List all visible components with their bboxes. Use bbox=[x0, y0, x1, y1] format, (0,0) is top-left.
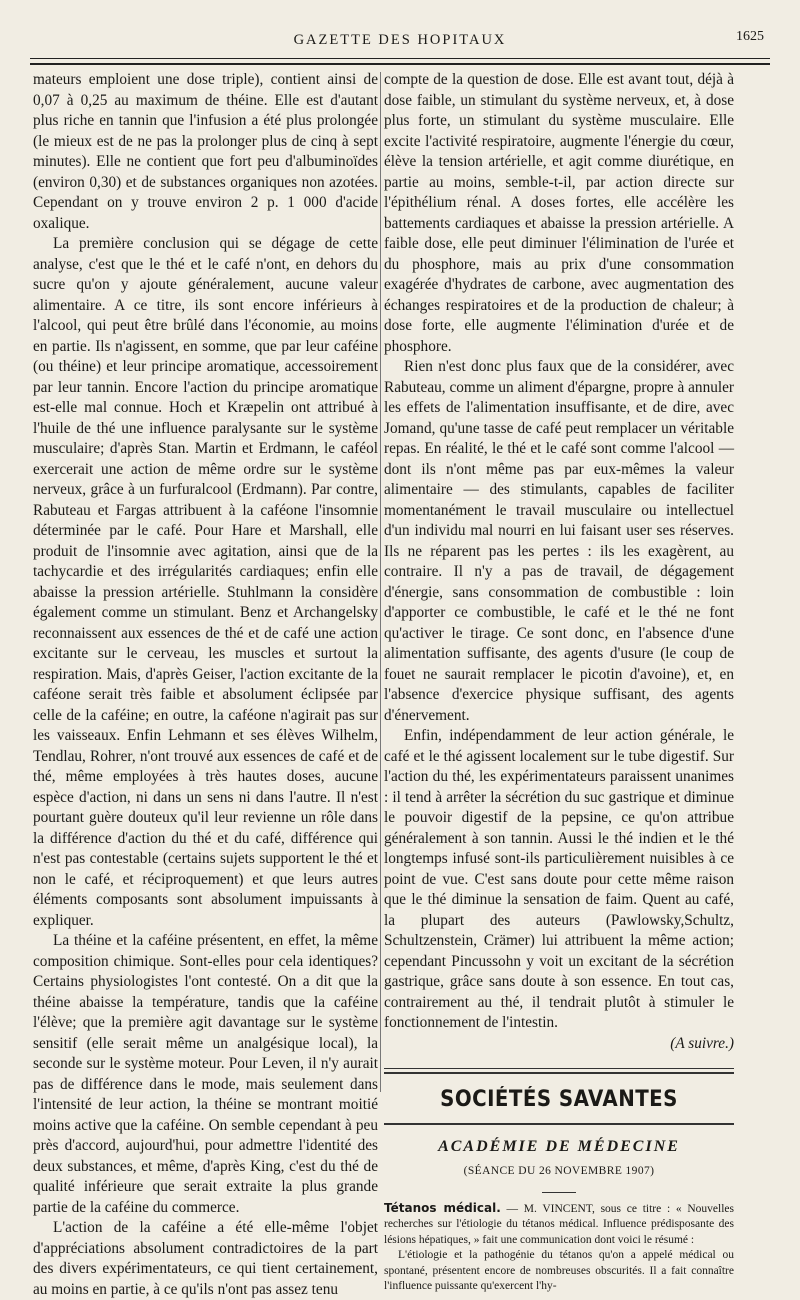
journal-title: GAZETTE DES HOPITAUX bbox=[293, 32, 507, 48]
left-column bbox=[33, 70, 378, 1300]
paragraph: La première conclusion qui se dégage de cette analyse, c'est que le thé et le café n'ont, en dehors du sucre qu'on y ajoute généralement, aucune valeur alimentaire. A ce titre, ils sont encore inférieurs à l'alcool, qui peut être brûlé dans l'économie, au moins en partie. Ils n'agissent, en somme, que par leur caféine (ou théine) et leur principe aromatique, accessoirement par leur tannin. Encore l'action du principe aromatique est-elle mal connue. Hoch et Kræpelin ont attribué à l'huile de thé une influence paralysante sur le système musculaire; d'après Stan. Martin et Erdmann, le caféol exercerait une action de même ordre sur le système nerveux, grâce à un furfuralcool (Erdmann). Par contre, Rabuteau et Fargas attribuent à la caféone l'insomnie déterminée par le café. Pour Hare et Marshall, elle produit de l'insomnie avec agitation, ainsi que de la tachycardie et des irrégularités cardiaques; enfin elle abaisse la pression artérielle. Stuhlmann la considère également comme un stimulant. Benz et Archangelsky reconnaissent aux essences de thé et de café une action excitante sur le cerveau, les muscles et surtout la respiration. Mais, d'après Geiser, l'action excitante de la caféone serait très faible et absolument éclipsée par celle de la caféine; en outre, la caféone n'agirait pas sur les vaisseaux. Enfin Lehmann et ses élèves Wilhelm, Tendlau, Rohrer, n'ont trouvé aux essences de café et de thé, même employées à très hautes doses, aucune espèce d'action, ni dans un sens ni dans l'autre. Il n'est pourtant guère douteux qu'il leur revienne un rôle dans la différence d'action du thé et du café, différence qui n'est pas contestable (certains sujets supportent le thé et non le café, et réciproquement) et que leurs autres éléments composants sont absolument impuissants à expliquer. bbox=[33, 235, 378, 929]
paragraph: Rien n'est donc plus faux que de la considérer, avec Rabuteau, comme un aliment d'épargne, propre à annuler les effets de l'alimentation insuffisante, et de dire, avec Jomand, qu'une tasse de café peut remplacer un véritable repas. En réalité, le thé et le café sont comme l'alcool — dont ils n'ont même pas par eux-mêmes la valeur alimentaire — des stimulants, capables de faciliter momentanément le travail musculaire ou intellectuel d'un individu mal nourri en lui faisant user ses réserves. Ils ne réparent pas les pertes : ils les exagèrent, au contraire. Il n'y a pas de travail, de dégagement d'énergie, sans consommation de combustible : loin d'apporter ce combustible, le café et le thé ne font qu'activer le tirage. Ce sont donc, en l'absence d'une alimentation suffisante, des agents d'usure (le coup de fouet ne saurait remplacer le picotin d'avoine), et, en l'absence d'exercice physique suffisant, des agents d'énervement. bbox=[384, 358, 734, 724]
section-rule bbox=[384, 1068, 734, 1069]
section-rule-thick bbox=[384, 1072, 734, 1074]
session-date: (SÉANCE DU 26 NOVEMBRE 1907) bbox=[463, 1165, 655, 1177]
paragraph: La théine et la caféine présentent, en effet, la même composition chimique. Sont-elles pour cela identiques? Certains physiologistes l'ont contesté. On a dit que la théine abaisse la température, tandis que la caféine l'élève; que la première agit davantage sur le système sensitif (elle serait même un analgésique local), la seconde sur le système moteur. Pour Leven, il n'y aurait pas de différence dans le mode, mais seulement dans l'intensité de leur action, la théine se montrant moitié moins active que la caféine. On semble cependant à peu près d'accord, aujourd'hui, pour admettre l'identité des deux substances, et même, d'après King, c'est du thé de qualité inférieure que serait extraite la plus grande partie de la caféine du commerce. bbox=[33, 932, 378, 1216]
report-body: L'étiologie et la pathogénie du tétanos qu'on a appelé médical ou spontané, présentent encore de nombreuses obscurités. Il a fait connaître l'influence puissante qu'exercent l'hy- bbox=[384, 1249, 734, 1293]
right-column bbox=[384, 70, 734, 1295]
to-be-continued: (A suivre.) bbox=[670, 1034, 734, 1052]
report bbox=[384, 1201, 734, 1296]
academy-title: ACADÉMIE DE MÉDECINE bbox=[438, 1137, 680, 1155]
paragraph: Enfin, indépendamment de leur action générale, le café et le thé agissent localement sur le tube digestif. Sur l'action du thé, les expérimentateurs paraissent unanimes : il tend à arrêter la sécrétion du suc gastrique et diminue le pouvoir digestif de la pepsine, ce qu'on attribue généralement à son tannin. Aussi le thé indien et le thé longtemps infusé sont-ils particulièrement nuisibles à ce point de vue. C'est sans doute pour cette même raison que le thé diminue la sensation de faim. Quent au café, la plupart des auteurs (Pawlowsky,Schultz, Schultzenstein, Crämer) lui attribuent la même action; cependant Pincussohn y voit un excitant de la sécrétion gastrique, grâce sans doute à son essence. En tout cas, contrairement au thé, il tendrait plutôt à stimuler le fonctionnement de l'intestin. bbox=[384, 727, 734, 1031]
page-header bbox=[30, 26, 770, 52]
paragraph: compte de la question de dose. Elle est avant tout, déjà à dose faible, un stimulant du système nerveux, et, à dose plus forte, un stimulant du système musculaire. Elle excite l'activité respiratoire, augmente l'énergie du cœur, élève la tension artérielle, et agit comme diurétique, en partie au moins, semble-t-il, par action directe sur l'épithélium rénal. A doses fortes, elle accélère les battements cardiaques et abaisse la pression artérielle. A faible dose, elle peut diminuer l'élimination de l'urée et du phosphore, mais au prix d'une consommation exagérée d'hydrates de carbone, avec augmentation des échanges respiratoires et de la production de chaleur; à dose forte, elle augmente l'élimination d'urée et de phosphore. bbox=[384, 71, 734, 355]
report-intro: — M. VINCENT, sous ce titre : « Nouvelles recherches sur l'étiologie du tétanos médical. Influence prédisposante des lésions hépatiques, » fait une communication dont voici le résumé : bbox=[384, 1202, 734, 1246]
page-number: 1625 bbox=[736, 29, 764, 44]
header-rule bbox=[30, 58, 770, 59]
continuation-line bbox=[384, 1034, 734, 1055]
header-rule-thick bbox=[30, 63, 770, 65]
short-divider bbox=[542, 1192, 576, 1193]
report-heading: Tétanos médical. bbox=[384, 1200, 501, 1215]
section-title: SOCIÉTÉS SAVANTES bbox=[440, 1087, 678, 1112]
column-divider bbox=[380, 72, 381, 1092]
report-intro-paragraph bbox=[384, 1201, 734, 1249]
section-title-rule bbox=[384, 1123, 734, 1125]
paragraph: mateurs emploient une dose triple), contient ainsi de 0,07 à 0,25 au maximum de théine. Elle est d'autant plus riche en tannin que l'infusion a été plus prolongée (le mieux est de ne pas la prolonger plus de cinq à sept minutes). Elle ne contient que fort peu d'albuminoïdes (environ 0,30) et de substances organiques non azotées. Cependant on y trouve environ 2 p. 1 000 d'acide oxalique. bbox=[33, 71, 378, 232]
paragraph: L'action de la caféine a été elle-même l'objet d'appréciations absolument contradictoires de la part des divers expérimentateurs, ce qui tient certainement, au moins en partie, à ce qu'ils n'ont pas assez tenu bbox=[33, 1219, 378, 1298]
